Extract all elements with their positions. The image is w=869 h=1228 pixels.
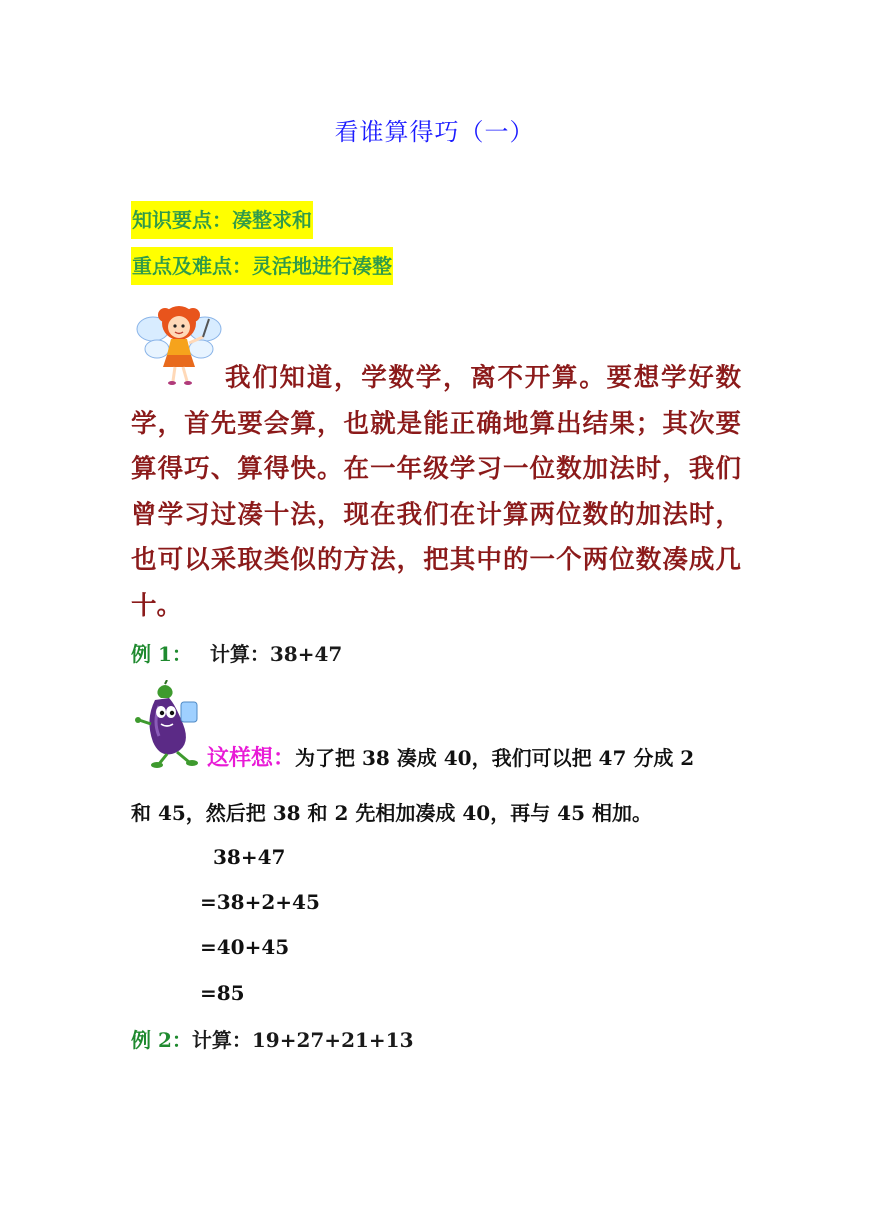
calc-step-3: =40+45 [200,935,290,959]
example-2-label: 例 2： [131,1028,192,1052]
example-1-label: 例 1： [131,642,192,666]
think-label: 这样想： [207,746,296,771]
calc-step-1: 38+47 [213,845,286,869]
think-text-1: 为了把 38 凑成 40，我们可以把 47 分成 2 [295,746,695,770]
think-text-2: 和 45，然后把 38 和 2 先相加凑成 40，再与 45 相加。 [131,801,652,825]
intro-paragraph: 我们知道，学数学，离不开算。要想学好数学，首先要会算，也就是能正确地算出结果；其次要算得巧、算得快。在一年级学习一位数加法时，我们曾学习过凑十法，现在我们在计算两位数的加法时，也可以采取类似的方法，把其中的一个两位数凑成几十。 [131,363,741,621]
example-2-text: 计算：19+27+21+13 [191,1028,414,1052]
think-line-1 [207,741,694,772]
calc-step-2: =38+2+45 [200,890,320,914]
page-title: 看谁算得巧（一） [334,118,535,146]
calc-step-4: =85 [200,981,245,1005]
example-2 [131,1024,414,1053]
knowledge-point: 知识要点：凑整求和 [131,201,313,239]
example-1 [131,638,342,667]
key-difficult-point: 重点及难点：灵活地进行凑整 [131,247,393,285]
example-1-text: 计算：38+47 [209,642,343,666]
eggplant-icon [131,680,211,768]
